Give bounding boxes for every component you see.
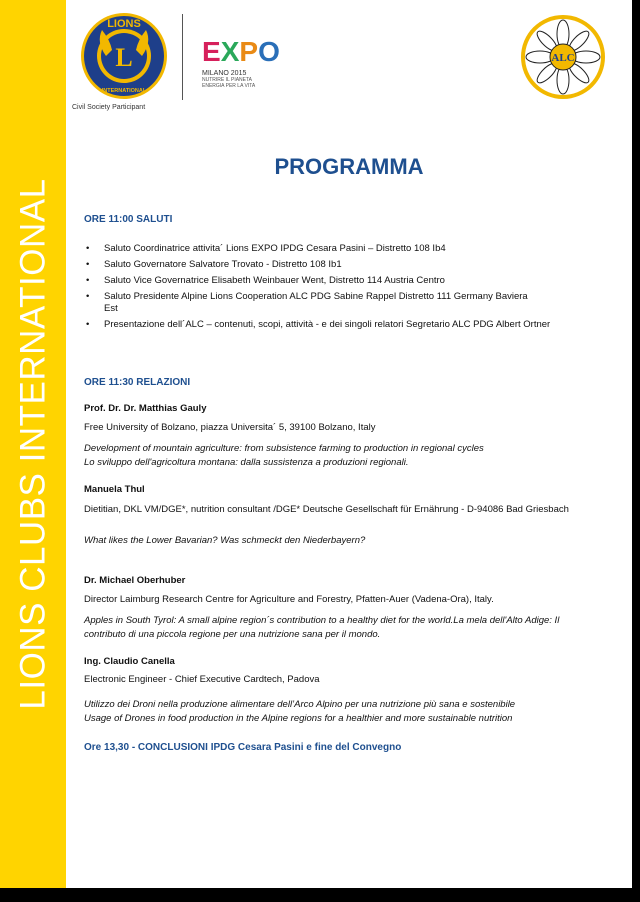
sidebar-band — [0, 0, 66, 888]
lions-logo-bottom-text: INTERNATIONAL — [101, 88, 147, 94]
expo-letter-x: X — [220, 36, 239, 67]
lions-logo-icon — [80, 12, 168, 100]
speaker-topic: Apples in South Tyrol: A small alpine region´s contribution to a healthy diet for the world.La mela dell'Alto Adige: Il contributo di una piccola regione per una nutrizione sana per il mondo. — [84, 615, 560, 640]
alc-logo-text: ALC — [551, 52, 575, 64]
speaker-canella — [84, 656, 584, 726]
speaker-thul — [84, 484, 584, 548]
lions-logo-letter: L — [115, 43, 133, 72]
speaker-oberhuber — [84, 575, 584, 642]
sidebar-vertical-text — [14, 150, 54, 738]
speaker-topic-en: Usage of Drones in food production in the Alpine regions for a healthier and more sustainable nutrition — [84, 713, 513, 724]
page-title: PROGRAMMA — [274, 154, 424, 179]
expo-letter-o: O — [258, 36, 279, 67]
header-divider — [182, 14, 183, 100]
civil-society-label: Civil Society Participant — [72, 104, 146, 111]
list-item: • Saluto Vice Governatrice Elisabeth Weinbauer Went, Distretto 114 Austria Centro — [84, 275, 584, 287]
speaker-name: Dr. Michael Oberhuber — [84, 575, 186, 586]
speaker-gauly — [84, 403, 584, 470]
expo-wordmark — [202, 36, 279, 68]
speaker-topic-it: Utilizzo dei Droni nella produzione alimentare dell’Arco Alpino per una nutrizione più sana e sostenibile — [84, 699, 516, 710]
saluti-list — [84, 243, 584, 335]
speaker-name: Manuela Thul — [84, 484, 145, 495]
lions-logo-text: LIONS — [107, 18, 141, 30]
expo-letter-e: E — [202, 36, 220, 67]
list-item: • Saluto Coordinatrice attivita´ Lions EXPO IPDG Cesara Pasini – Distretto 108 Ib4 — [84, 243, 584, 255]
speaker-affiliation: Director Laimburg Research Centre for Agriculture and Forestry, Pfatten-Auer (Vadena-Ora), Italy. — [84, 594, 494, 605]
speaker-affiliation: Electronic Engineer - Chief Executive Cardtech, Padova — [84, 674, 320, 685]
conclusion-heading: Ore 13,30 - CONCLUSIONI IPDG Cesara Pasini e fine del Convegno — [84, 742, 402, 753]
speaker-topic-it: Lo sviluppo dell'agricoltura montana: dalla sussistenza a produzioni regionali. — [84, 457, 409, 468]
speaker-topic-en: Development of mountain agriculture: from subsistence farming to production in regional cycles — [84, 443, 484, 454]
expo-letter-p: P — [239, 36, 258, 67]
speaker-name: Ing. Claudio Canella — [84, 656, 175, 667]
expo-tagline-1: NUTRIRE IL PIANETA — [202, 77, 253, 83]
page-shadow-bottom — [0, 888, 640, 902]
expo-logo — [202, 36, 279, 89]
speaker-affiliation: Free University of Bolzano, piazza Universita´ 5, 39100 Bolzano, Italy — [84, 422, 376, 433]
alc-edelweiss-logo-icon — [520, 14, 606, 100]
list-item: • Presentazione dell´ALC – contenuti, scopi, attività - e dei singoli relatori Segretario ALC PDG Albert Ortner — [84, 319, 564, 331]
section-relazioni-heading: ORE 11:30 RELAZIONI — [84, 377, 191, 388]
page-shadow-right — [632, 0, 640, 902]
speaker-name: Prof. Dr. Dr. Matthias Gauly — [84, 403, 207, 414]
speaker-affiliation: Dietitian, DKL VM/DGE*, nutrition consultant /DGE* Deutsche Gesellschaft für Ernährung - D-94086 Bad Griesbach — [84, 504, 569, 515]
list-item: • Saluto Presidente Alpine Lions Cooperation ALC PDG Sabine Rappel Distretto 111 Germany Baviera Est — [84, 291, 544, 315]
list-item: • Saluto Governatore Salvatore Trovato - Distretto 108 Ib1 — [84, 259, 584, 271]
sidebar-label: LIONS CLUBS INTERNATIONAL — [14, 178, 54, 710]
expo-tagline-2: ENERGIA PER LA VITA — [202, 83, 256, 89]
expo-city: MILANO 2015 — [202, 70, 247, 77]
section-saluti-heading: ORE 11:00 SALUTI — [84, 214, 173, 225]
speaker-topic: What likes the Lower Bavarian? Was schmeckt den Niederbayern? — [84, 535, 366, 546]
